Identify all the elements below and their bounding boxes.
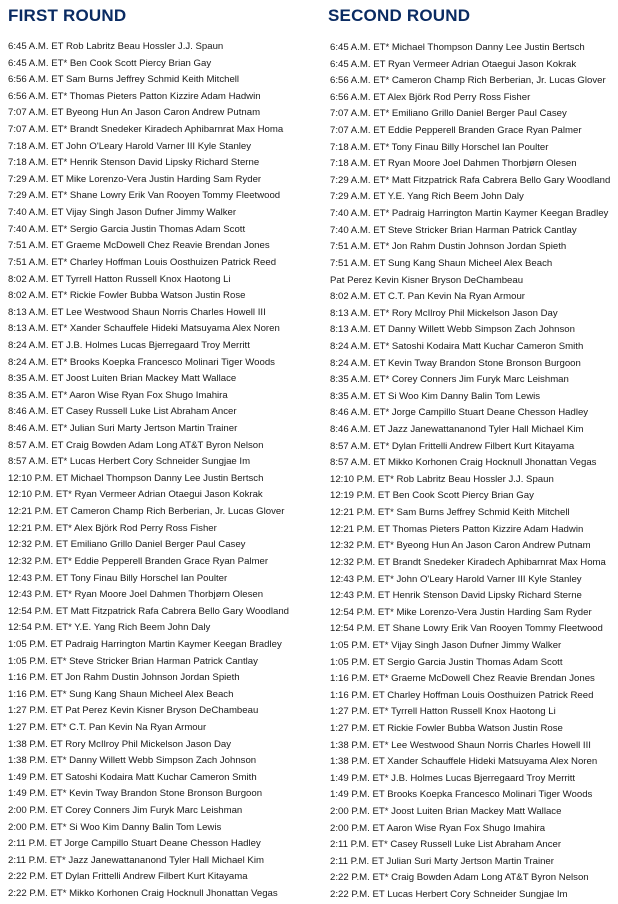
tee-time-row: 12:10 P.M. ET Michael Thompson Danny Lee Justin Bertsch <box>8 472 264 484</box>
tee-time-row: 2:00 P.M. ET Corey Conners Jim Furyk Marc Leishman <box>8 805 243 817</box>
tee-time-row: 1:27 P.M. ET Pat Perez Kevin Kisner Bryson DeChambeau <box>8 705 259 717</box>
first-round-heading: FIRST ROUND <box>8 6 127 25</box>
tee-time-row: 2:22 P.M. ET* Craig Bowden Adam Long AT&T Byron Nelson <box>330 872 589 884</box>
tee-time-row: 12:21 P.M. ET* Alex Björk Rod Perry Ross Fisher <box>8 522 217 534</box>
tee-time-row: 1:38 P.M. ET* Lee Westwood Shaun Norris Charles Howell III <box>330 739 591 751</box>
tee-time-row: 12:32 P.M. ET Brandt Snedeker Kiradech Aphibarnrat Max Homa <box>330 556 606 568</box>
tee-time-row: 12:54 P.M. ET* Mike Lorenzo-Vera Justin Harding Sam Ryder <box>330 606 592 618</box>
tee-time-row: 8:57 A.M. ET Craig Bowden Adam Long AT&T Byron Nelson <box>8 439 264 451</box>
tee-time-row: 2:00 P.M. ET Aaron Wise Ryan Fox Shugo Imahira <box>330 822 546 834</box>
second-round-heading: SECOND ROUND <box>328 6 471 25</box>
tee-time-row: 12:54 P.M. ET Matt Fitzpatrick Rafa Cabrera Bello Gary Woodland <box>8 605 290 617</box>
tee-time-row: 1:05 P.M. ET Padraig Harrington Martin Kaymer Keegan Bradley <box>8 638 282 650</box>
tee-time-row: 8:57 A.M. ET Mikko Korhonen Craig Hocknull Jhonattan Vegas <box>330 457 597 469</box>
tee-time-row: 12:32 P.M. ET Emiliano Grillo Daniel Berger Paul Casey <box>8 539 246 551</box>
tee-time-row: 12:54 P.M. ET Shane Lowry Erik Van Rooyen Tommy Fleetwood <box>330 623 603 635</box>
tee-time-row: 7:07 A.M. ET Eddie Pepperell Branden Grace Ryan Palmer <box>330 125 582 137</box>
tee-time-row: 8:46 A.M. ET* Jorge Campillo Stuart Deane Chesson Hadley <box>330 407 589 419</box>
tee-time-row: 12:10 P.M. ET* Ryan Vermeer Adrian Otaegui Jason Kokrak <box>8 489 263 501</box>
tee-time-row: 1:27 P.M. ET Rickie Fowler Bubba Watson Justin Rose <box>330 722 563 734</box>
tee-time-row: 2:00 P.M. ET* Joost Luiten Brian Mackey Matt Wallace <box>330 806 562 818</box>
tee-time-row: 8:13 A.M. ET* Rory McIlroy Phil Mickelson Jason Day <box>330 307 558 319</box>
tee-time-row: 8:35 A.M. ET Si Woo Kim Danny Balin Tom Lewis <box>330 390 541 402</box>
tee-time-row: 8:24 A.M. ET* Satoshi Kodaira Matt Kuchar Cameron Smith <box>330 340 584 352</box>
tee-time-row: 2:22 P.M. ET Lucas Herbert Cory Schneider Sungjae Im <box>330 889 568 901</box>
tee-time-row: Pat Perez Kevin Kisner Bryson DeChambeau <box>330 274 524 286</box>
tee-time-row: 8:24 A.M. ET Kevin Tway Brandon Stone Bronson Burgoon <box>330 357 581 369</box>
tee-time-row: 1:49 P.M. ET* J.B. Holmes Lucas Bjerregaard Troy Merritt <box>330 772 576 784</box>
tee-time-row: 1:05 P.M. ET* Steve Stricker Brian Harman Patrick Cantlay <box>8 655 258 667</box>
tee-time-row: 8:35 A.M. ET* Aaron Wise Ryan Fox Shugo Imahira <box>8 389 228 401</box>
tee-time-row: 7:07 A.M. ET* Brandt Snedeker Kiradech Aphibarnrat Max Homa <box>8 124 284 136</box>
tee-time-row: 8:57 A.M. ET* Lucas Herbert Cory Schneider Sungjae Im <box>8 456 251 468</box>
tee-time-row: 1:49 P.M. ET* Kevin Tway Brandon Stone Bronson Burgoon <box>8 788 263 800</box>
tee-time-row: 2:22 P.M. ET* Mikko Korhonen Craig Hocknull Jhonattan Vegas <box>8 888 278 900</box>
tee-time-row: 1:16 P.M. ET Charley Hoffman Louis Oosthuizen Patrick Reed <box>330 689 594 701</box>
tee-time-row: 8:46 A.M. ET Jazz Janewattananond Tyler Hall Michael Kim <box>330 424 584 436</box>
first-round-tee-times <box>0 39 312 903</box>
tee-time-row: 8:02 A.M. ET Tyrrell Hatton Russell Knox Haotong Li <box>8 273 231 285</box>
tee-time-row: 7:40 A.M. ET* Padraig Harrington Martin Kaymer Keegan Bradley <box>330 208 609 220</box>
tee-time-row: 7:18 A.M. ET* Tony Finau Billy Horschel Ian Poulter <box>330 141 549 153</box>
tee-time-row: 1:49 P.M. ET Brooks Koepka Francesco Molinari Tiger Woods <box>330 789 593 801</box>
tee-time-row: 1:27 P.M. ET* C.T. Pan Kevin Na Ryan Armour <box>8 721 207 733</box>
tee-time-row: 1:49 P.M. ET Satoshi Kodaira Matt Kuchar Cameron Smith <box>8 771 257 783</box>
tee-time-row: 12:43 P.M. ET* Ryan Moore Joel Dahmen Thorbjørn Olesen <box>8 589 264 601</box>
tee-time-row: 2:11 P.M. ET* Jazz Janewattananond Tyler Hall Michael Kim <box>8 854 264 866</box>
tee-time-row: 8:02 A.M. ET C.T. Pan Kevin Na Ryan Armour <box>330 291 525 303</box>
tee-time-row: 12:43 P.M. ET* John O'Leary Harold Varner III Kyle Stanley <box>330 573 582 585</box>
tee-time-row: 2:11 P.M. ET* Casey Russell Luke List Abraham Ancer <box>330 839 562 851</box>
tee-time-row: 7:51 A.M. ET* Charley Hoffman Louis Oosthuizen Patrick Reed <box>8 256 277 268</box>
tee-time-row: 1:38 P.M. ET* Danny Willett Webb Simpson Zach Johnson <box>8 755 257 767</box>
tee-time-row: 8:46 A.M. ET* Julian Suri Marty Jertson Martin Trainer <box>8 423 238 435</box>
tee-time-row: 7:18 A.M. ET* Henrik Stenson David Lipsky Richard Sterne <box>8 157 260 169</box>
tee-time-row: 12:32 P.M. ET* Eddie Pepperell Branden Grace Ryan Palmer <box>8 555 269 567</box>
tee-time-row: 1:16 P.M. ET* Sung Kang Shaun Micheel Alex Beach <box>8 688 234 700</box>
tee-time-row: 1:16 P.M. ET Jon Rahm Dustin Johnson Jordan Spieth <box>8 672 240 684</box>
tee-time-row: 7:40 A.M. ET Vijay Singh Jason Dufner Jimmy Walker <box>8 207 237 219</box>
tee-time-row: 2:11 P.M. ET Julian Suri Marty Jertson Martin Trainer <box>330 855 554 867</box>
tee-time-row: 8:13 A.M. ET Danny Willett Webb Simpson Zach Johnson <box>330 324 575 336</box>
tee-time-row: 12:21 P.M. ET* Sam Burns Jeffrey Schmid Keith Mitchell <box>330 507 570 519</box>
tee-time-row: 1:05 P.M. ET* Vijay Singh Jason Dufner Jimmy Walker <box>330 639 562 651</box>
tee-time-row: 7:18 A.M. ET John O'Leary Harold Varner III Kyle Stanley <box>8 140 252 152</box>
tee-time-row: 6:56 A.M. ET Alex Björk Rod Perry Ross Fisher <box>330 91 531 103</box>
tee-time-row: 7:40 A.M. ET* Sergio Garcia Justin Thomas Adam Scott <box>8 223 246 235</box>
tee-time-row: 7:29 A.M. ET Mike Lorenzo-Vera Justin Harding Sam Ryder <box>8 173 262 185</box>
tee-time-row: 8:57 A.M. ET* Dylan Frittelli Andrew Filbert Kurt Kitayama <box>330 440 575 452</box>
second-round-tee-times <box>328 40 618 904</box>
tee-time-row: 7:07 A.M. ET Byeong Hun An Jason Caron Andrew Putnam <box>8 107 261 119</box>
tee-time-row: 7:18 A.M. ET Ryan Moore Joel Dahmen Thorbjørn Olesen <box>330 158 577 170</box>
tee-time-row: 12:10 P.M. ET* Rob Labritz Beau Hossler J.J. Spaun <box>330 473 554 485</box>
tee-time-row: 7:51 A.M. ET Sung Kang Shaun Micheel Alex Beach <box>330 257 553 269</box>
tee-time-row: 8:35 A.M. ET* Corey Conners Jim Furyk Marc Leishman <box>330 374 569 386</box>
tee-time-row: 1:38 P.M. ET Xander Schauffele Hideki Matsuyama Alex Noren <box>330 756 598 768</box>
tee-time-row: 12:54 P.M. ET* Y.E. Yang Rich Beem John Daly <box>8 622 211 634</box>
tee-time-row: 1:05 P.M. ET Sergio Garcia Justin Thomas Adam Scott <box>330 656 563 668</box>
tee-time-row: 8:24 A.M. ET J.B. Holmes Lucas Bjerregaard Troy Merritt <box>8 339 250 351</box>
tee-time-row: 2:22 P.M. ET Dylan Frittelli Andrew Filbert Kurt Kitayama <box>8 871 248 883</box>
tee-time-row: 8:35 A.M. ET Joost Luiten Brian Mackey Matt Wallace <box>8 373 237 385</box>
tee-time-row: 8:02 A.M. ET* Rickie Fowler Bubba Watson Justin Rose <box>8 290 246 302</box>
tee-time-row: 12:19 P.M. ET Ben Cook Scott Piercy Brian Gay <box>330 490 534 502</box>
tee-time-row: 7:29 A.M. ET* Shane Lowry Erik Van Rooyen Tommy Fleetwood <box>8 190 281 202</box>
tee-time-row: 12:32 P.M. ET* Byeong Hun An Jason Caron Andrew Putnam <box>330 540 591 552</box>
tee-time-row: 7:51 A.M. ET* Jon Rahm Dustin Johnson Jordan Spieth <box>330 241 567 253</box>
tee-time-row: 2:11 P.M. ET Jorge Campillo Stuart Deane Chesson Hadley <box>8 838 261 850</box>
tee-time-row: 12:43 P.M. ET Henrik Stenson David Lipsky Richard Sterne <box>330 590 582 602</box>
tee-time-row: 6:56 A.M. ET* Cameron Champ Rich Berberian, Jr. Lucas Glover <box>330 75 606 87</box>
tee-time-row: 8:46 A.M. ET Casey Russell Luke List Abraham Ancer <box>8 406 237 418</box>
tee-time-row: 8:13 A.M. ET* Xander Schauffele Hideki Matsuyama Alex Noren <box>8 323 280 335</box>
tee-time-row: 7:51 A.M. ET Graeme McDowell Chez Reavie Brendan Jones <box>8 240 270 252</box>
tee-time-row: 7:40 A.M. ET Steve Stricker Brian Harman Patrick Cantlay <box>330 224 577 236</box>
tee-time-row: 1:16 P.M. ET* Graeme McDowell Chez Reavie Brendan Jones <box>330 673 595 685</box>
tee-time-row: 6:45 A.M. ET* Michael Thompson Danny Lee Justin Bertsch <box>330 42 585 53</box>
tee-time-row: 6:45 A.M. ET Ryan Vermeer Adrian Otaegui Jason Kokrak <box>330 58 577 70</box>
tee-time-row: 7:29 A.M. ET Y.E. Yang Rich Beem John Daly <box>330 191 524 203</box>
tee-time-row: 12:21 P.M. ET Cameron Champ Rich Berberian, Jr. Lucas Glover <box>8 506 285 518</box>
tee-time-row: 7:07 A.M. ET* Emiliano Grillo Daniel Berger Paul Casey <box>330 108 567 120</box>
tee-time-row: 1:27 P.M. ET* Tyrrell Hatton Russell Knox Haotong Li <box>330 706 556 718</box>
tee-time-row: 12:21 P.M. ET Thomas Pieters Patton Kizzire Adam Hadwin <box>330 523 584 535</box>
tee-time-row: 7:29 A.M. ET* Matt Fitzpatrick Rafa Cabrera Bello Gary Woodland <box>330 174 611 186</box>
tee-time-row: 6:45 A.M. ET* Ben Cook Scott Piercy Brian Gay <box>8 57 212 69</box>
tee-time-row: 1:38 P.M. ET Rory McIlroy Phil Mickelson Jason Day <box>8 738 232 750</box>
tee-time-row: 6:56 A.M. ET* Thomas Pieters Patton Kizzire Adam Hadwin <box>8 90 261 102</box>
tee-time-row: 8:13 A.M. ET Lee Westwood Shaun Norris Charles Howell III <box>8 306 266 318</box>
tee-time-row: 8:24 A.M. ET* Brooks Koepka Francesco Molinari Tiger Woods <box>8 356 275 368</box>
tee-time-row: 6:45 A.M. ET Rob Labritz Beau Hossler J.J. Spaun <box>8 41 224 52</box>
tee-time-row: 6:56 A.M. ET Sam Burns Jeffrey Schmid Keith Mitchell <box>8 74 240 86</box>
tee-time-row: 12:43 P.M. ET Tony Finau Billy Horschel Ian Poulter <box>8 572 228 584</box>
tee-time-row: 2:00 P.M. ET* Si Woo Kim Danny Balin Tom Lewis <box>8 821 222 833</box>
